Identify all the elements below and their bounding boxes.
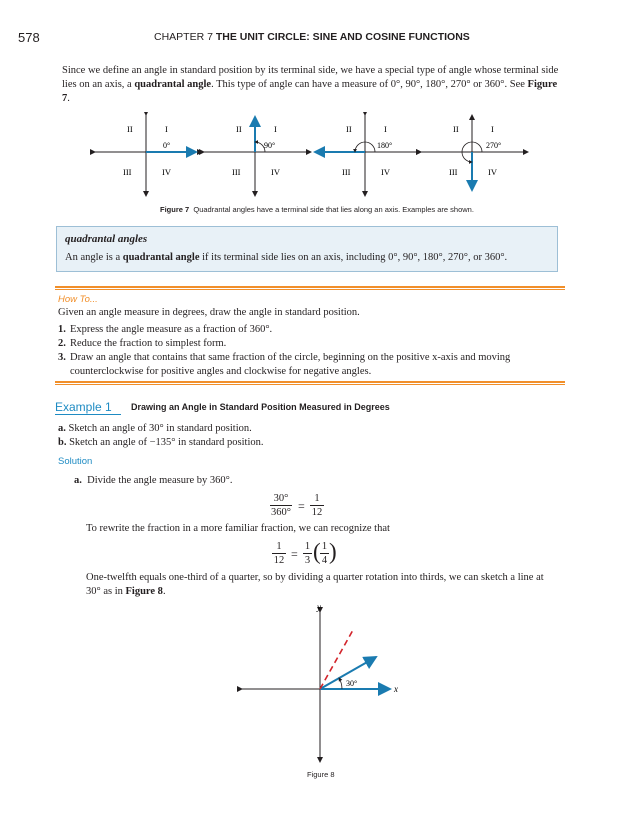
angle-label-30: 30° xyxy=(346,679,358,688)
definition-text: An angle is a quadrantal angle if its terminal side lies on an axis, including 0°, 90°, 180°, 270°, or 360°. xyxy=(65,252,508,263)
quad-III: III xyxy=(342,167,351,177)
definition-box xyxy=(56,226,558,272)
example-underline xyxy=(55,414,121,415)
howto-step-2: 2. Reduce the fraction to simplest form. xyxy=(58,338,227,349)
quad-IV: IV xyxy=(488,167,497,177)
eq1-equals: = xyxy=(298,499,305,513)
quad-IV: IV xyxy=(271,167,280,177)
panel-0-deg xyxy=(95,115,202,196)
eq2-paren-close: ) xyxy=(329,539,337,564)
definition-title: quadrantal angles xyxy=(65,233,148,245)
chapter-title: THE UNIT CIRCLE: SINE AND COSINE FUNCTIONS xyxy=(215,31,470,43)
panel-90-deg xyxy=(204,117,311,196)
rewrite-text: To rewrite the fraction in a more familiar fraction, we can recognize that xyxy=(86,523,390,534)
page-number: 578 xyxy=(18,30,40,45)
solution-label: Solution xyxy=(58,456,93,467)
equation-2 xyxy=(272,541,372,571)
quad-II: II xyxy=(236,124,242,134)
panel-270-deg xyxy=(421,115,528,190)
figure-8-ref[interactable]: Figure 8 xyxy=(125,586,163,597)
eq2-fraction-left: $\frac{1}{12}$ xyxy=(273,541,285,566)
howto-bottom-rule-2 xyxy=(55,384,565,385)
figure-7 xyxy=(90,112,530,204)
quad-II: II xyxy=(127,124,133,134)
quad-IV: IV xyxy=(162,167,171,177)
eq2-equals: = xyxy=(291,547,298,561)
quad-I: I xyxy=(384,124,387,134)
quad-II: II xyxy=(453,124,459,134)
howto-step-3: 3. Draw an angle that contains that same fraction of the circle, beginning on the positive x-axis and moving counterclockwise for positive angles and clockwise for negative angles. xyxy=(58,352,511,377)
example-title: Drawing an Angle in Standard Position Measured in Degrees xyxy=(131,402,390,412)
quad-III: III xyxy=(123,167,132,177)
angle-label-0: 0° xyxy=(163,141,171,150)
quad-III: III xyxy=(232,167,241,177)
quad-I: I xyxy=(165,124,168,134)
quad-III: III xyxy=(449,167,458,177)
figure-7-ref[interactable]: Figure 7 xyxy=(62,79,558,104)
intro-line-2: lies on an axis, a quadrantal angle. This type of angle can have a measure of 0°, 90°, 180°, 270° or 360°. See Figure 7. xyxy=(62,79,558,104)
eq2-fraction-a: $\frac{1}{3}$ xyxy=(304,541,311,566)
quad-IV: IV xyxy=(381,167,390,177)
quad-II: II xyxy=(346,124,352,134)
eq1-fraction-left: $\frac{30^\circ}{360^\circ}$ xyxy=(271,493,291,518)
term-quadrantal-angle: quadrantal angle xyxy=(134,79,212,90)
solution-a: a. Divide the angle measure by 360°. xyxy=(74,475,233,486)
figure-7-caption: Figure 7 Quadrantal angles have a terminal side that lies along an axis. Examples are shown. xyxy=(160,205,474,214)
intro-paragraph xyxy=(62,64,567,106)
equation-1 xyxy=(270,493,370,523)
angle-label-90: 90° xyxy=(264,141,276,150)
quad-I: I xyxy=(491,124,494,134)
example-part-a: a. Sketch an angle of 30° in standard position. xyxy=(58,423,252,434)
intro-line-1: Since we define an angle in standard position by its terminal side, we have a special type of angle whose terminal side xyxy=(62,65,559,76)
howto-top-rule xyxy=(55,286,565,288)
figure-8-caption: Figure 8 xyxy=(307,770,335,779)
howto-intro: Given an angle measure in degrees, draw the angle in standard position. xyxy=(58,307,360,318)
angle-label-180: 180° xyxy=(377,141,393,150)
chapter-label: CHAPTER 7 xyxy=(154,31,213,43)
x-axis-label: x xyxy=(394,684,398,694)
angle-label-270: 270° xyxy=(486,141,502,150)
y-axis-label: y xyxy=(317,602,321,612)
howto-step-1: 1. Express the angle measure as a fraction of 360°. xyxy=(58,324,273,335)
figure-8 xyxy=(236,600,416,770)
eq2-paren-open: ( xyxy=(313,539,321,564)
eq2-fraction-b: $\frac{1}{4}$ xyxy=(321,541,328,566)
conclusion-text: One-twelfth equals one-third of a quarter, so by dividing a quarter rotation into thirds, we can sketch a line at 30° as in Figure 8. xyxy=(86,572,544,597)
angle-arc xyxy=(339,678,342,689)
howto-bottom-rule xyxy=(55,381,565,383)
howto-top-rule-2 xyxy=(55,289,565,290)
howto-steps xyxy=(58,323,568,379)
eq1-fraction-right: $\frac{1}{12}$ xyxy=(311,493,323,518)
panel-180-deg xyxy=(315,115,421,196)
running-header xyxy=(154,31,470,43)
example-label: Example 1 xyxy=(55,400,112,414)
example-part-b: b. Sketch an angle of −135° in standard position. xyxy=(58,437,264,448)
howto-label: How To... xyxy=(58,294,98,305)
quad-I: I xyxy=(274,124,277,134)
